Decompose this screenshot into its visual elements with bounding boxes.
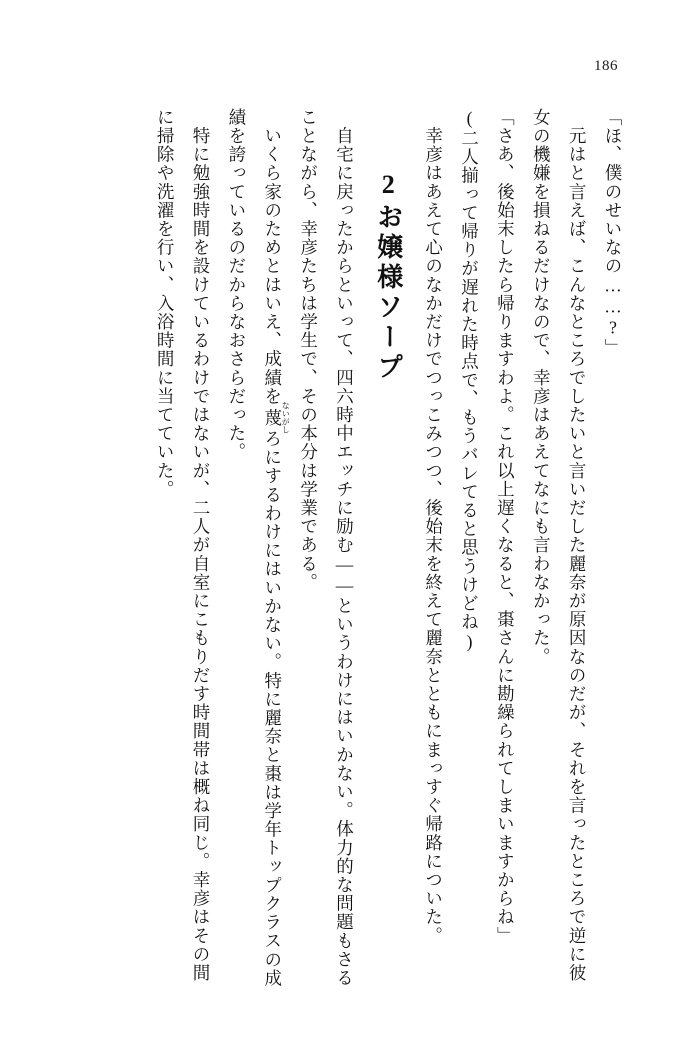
page-number: 186 [594,58,618,74]
chapter-title: お嬢様ソープ [373,203,403,383]
paragraph: 「ほ、僕のせいなの……?」 [603,108,623,358]
paragraph: 特に勉強時間を設けているわけではないが、二人が自室にこもりだす時間帯は概ね同じ。幸彦はその間に掃除や洗濯を行い、入浴時間に当てていた。 [155,108,211,983]
paragraph: (二人揃って帰りが遅れた時点で、もうバレてると思うけどね) [459,108,480,653]
paragraph: いくら家のためとはいえ、成績を蔑ないがしろにするわけにはいかない。特に麗奈と棗は学年トップクラスの成績を誇っているのだからなおさらだった。 [226,108,291,988]
vertical-text-body [70,108,630,988]
paragraph: 「さあ、後始末したら帰りますわよ。これ以上遅くなると、棗さんに勘繰られてしまいますからね」 [495,108,516,945]
paragraph: 自宅に戻ったからといって、四六時中エッチに励む——というわけにはいかない。体力的な問題もさることながら、幸彦たちは学生で、その本分は学業である。 [298,108,355,988]
paragraph: 幸彦はあえて心のなかだけでつっこみつつ、後始末を終えて麗奈とともにまっすぐ帰路についた。 [423,108,444,945]
chapter-number: 2 [373,170,403,203]
ruby-annotation: 蔑ないがし [262,401,291,434]
chapter-heading [361,170,414,978]
paragraph: 元はと言えば、こんなところでしたいと言いだした麗奈が原因なのだが、それを言ったところで逆に彼女の機嫌を損ねるだけなので、幸彦はあえてなにも言わなかった。 [531,108,588,983]
